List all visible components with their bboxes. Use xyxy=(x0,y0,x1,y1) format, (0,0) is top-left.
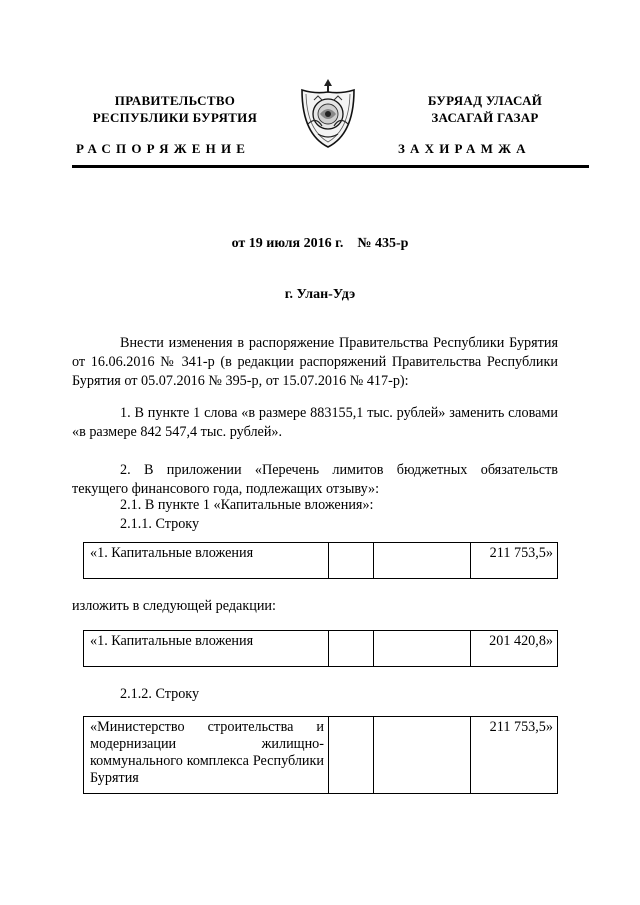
org-name-bur-line2: ЗАСАГАЙ ГАЗАР xyxy=(431,110,539,125)
row-name: «1. Капитальные вложения xyxy=(84,631,329,667)
item-2-1-2: 2.1.2. Строку xyxy=(120,686,200,702)
row-amount: 211 753,5» xyxy=(471,543,558,579)
date-number: от 19 июля 2016 г. № 435-р xyxy=(231,236,409,251)
doc-type-right: ЗАХИРАМЖА xyxy=(398,141,531,156)
org-name-bur-line1: БУРЯАД УЛАСАЙ xyxy=(427,93,543,108)
item-1-paragraph: 1. В пункте 1 слова «в размере 883155,1 тыс. рублей» заменить словами «в размере 842 547,4 тыс. рублей». xyxy=(72,405,558,440)
row-amount: 201 420,8» xyxy=(471,631,558,667)
doc-type-left: РАСПОРЯЖЕНИЕ xyxy=(76,141,251,156)
row-col3 xyxy=(374,717,471,794)
header-divider xyxy=(72,165,589,168)
row-col3 xyxy=(374,543,471,579)
row-name: «1. Капитальные вложения xyxy=(84,543,329,579)
header-left xyxy=(70,92,280,126)
row-col2 xyxy=(329,543,374,579)
table-row xyxy=(84,631,558,667)
table-row xyxy=(84,717,558,794)
table-row xyxy=(84,543,558,579)
new-row-table xyxy=(83,630,558,667)
intro-paragraph: Внести изменения в распоряжение Правительства Республики Бурятия от 16.06.2016 № 341-р (в редакции распоряжений Правительства Республики Бурятия от 05.07.2016 № 395-р, от 15.07.2016 № 417-р): xyxy=(72,335,558,389)
row-col3 xyxy=(374,631,471,667)
item-2-1-1: 2.1.1. Строку xyxy=(120,516,200,532)
ministry-row-table xyxy=(83,716,558,794)
city: г. Улан-Удэ xyxy=(284,287,356,302)
edit-note: изложить в следующей редакции: xyxy=(72,598,276,614)
header-right xyxy=(385,92,585,126)
item-2-1: 2.1. В пункте 1 «Капитальные вложения»: xyxy=(120,497,374,513)
org-name-line1: ПРАВИТЕЛЬСТВО xyxy=(114,93,236,108)
coat-of-arms-icon xyxy=(296,76,360,151)
row-col2 xyxy=(329,717,374,794)
row-col2 xyxy=(329,631,374,667)
old-row-table xyxy=(83,542,558,579)
row-name: «Министерство строительства и модернизации жилищно-коммунального комплекса Республики Бурятия xyxy=(84,717,329,794)
org-name-line2: РЕСПУБЛИКИ БУРЯТИЯ xyxy=(92,110,258,125)
item-2-paragraph: 2. В приложении «Перечень лимитов бюджетных обязательств текущего финансового года, подлежащих отзыву»: xyxy=(72,462,558,497)
row-amount: 211 753,5» xyxy=(471,717,558,794)
